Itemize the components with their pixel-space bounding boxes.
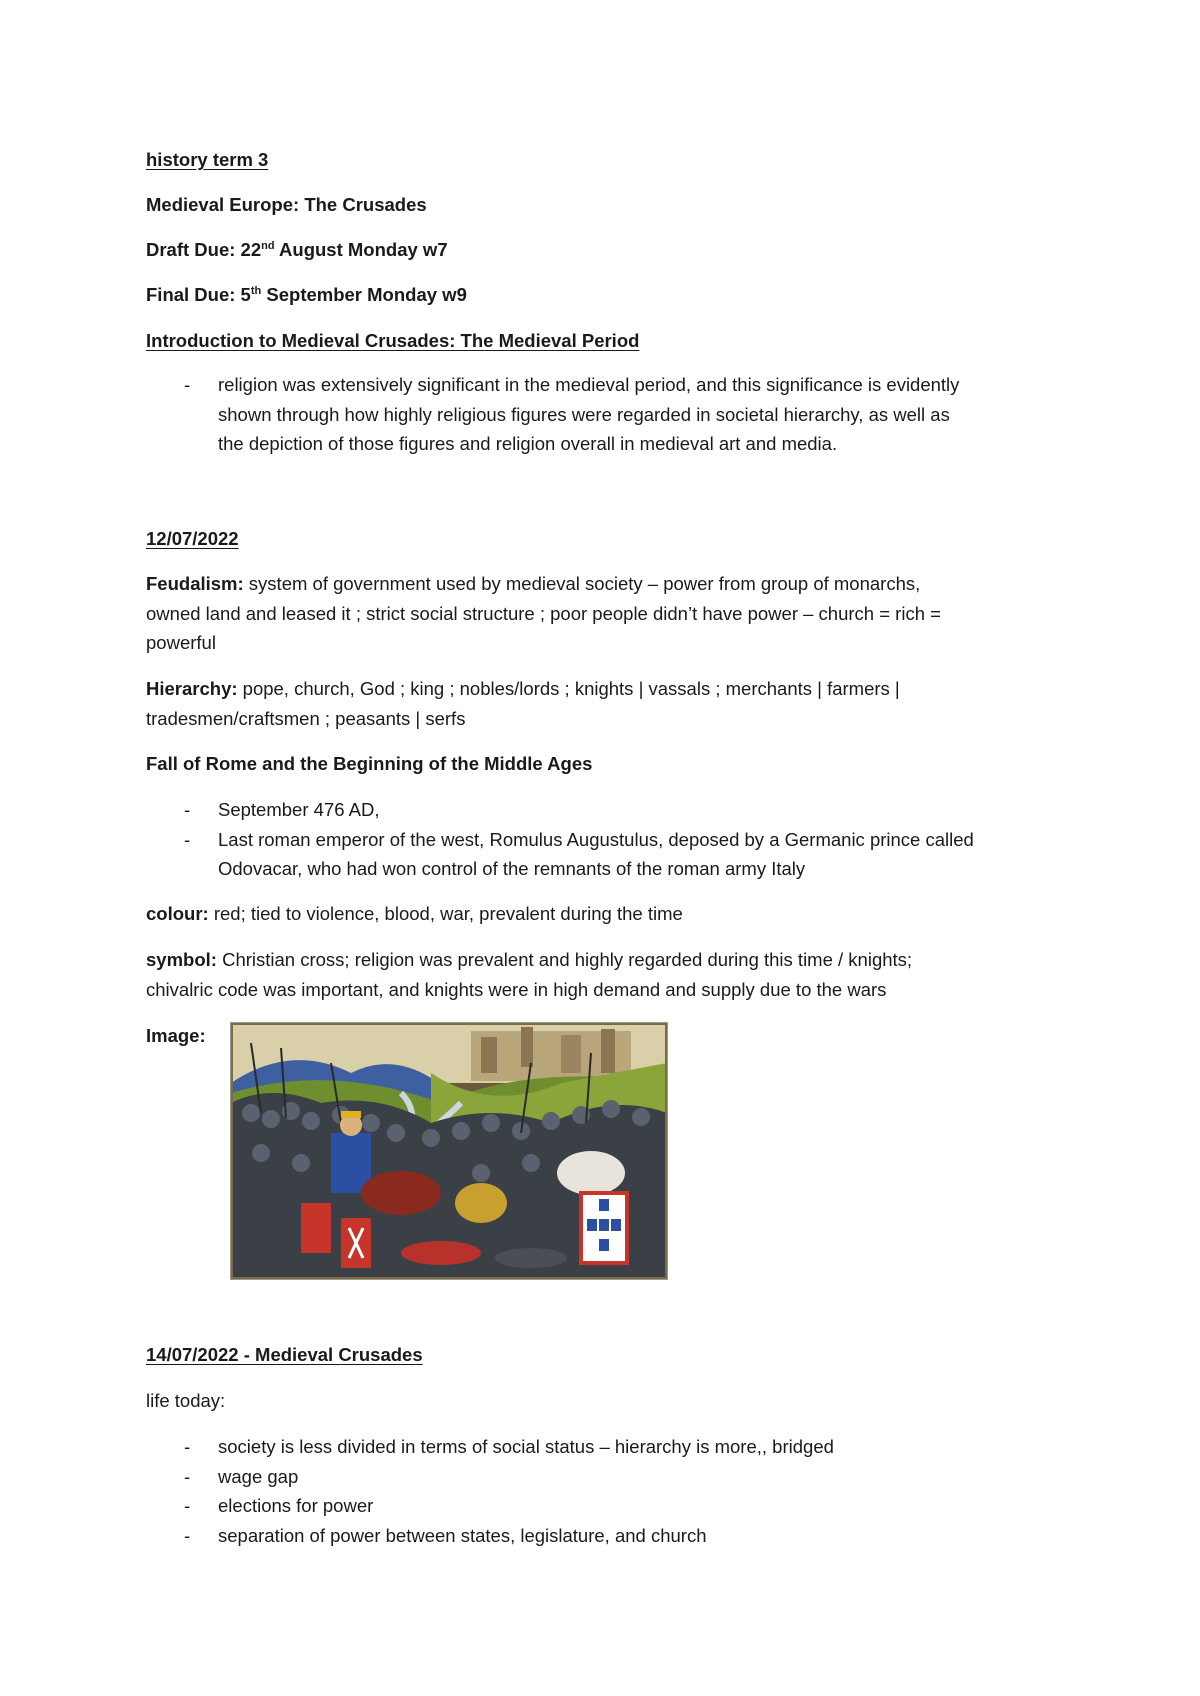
symbol-label: symbol: bbox=[146, 949, 217, 970]
bullet-dash: - bbox=[184, 799, 191, 820]
bullet-dash: - bbox=[184, 374, 191, 395]
bullet-dash: - bbox=[184, 1466, 191, 1487]
fall-line-1: September 476 AD, bbox=[218, 799, 380, 820]
life-line-1: society is less divided in terms of social status – hierarchy is more,, bridged bbox=[218, 1436, 834, 1457]
bullet-dash: - bbox=[184, 1436, 191, 1457]
document-title: history term 3 bbox=[146, 149, 269, 170]
battle-illustration bbox=[231, 1023, 667, 1279]
intro-line-3: the depiction of those figures and religion overall in medieval art and media. bbox=[218, 433, 838, 454]
life-line-3: elections for power bbox=[218, 1495, 374, 1516]
date-heading-2: 14/07/2022 - Medieval Crusades bbox=[146, 1344, 423, 1365]
bullet-dash: - bbox=[184, 1525, 191, 1546]
intro-heading: Introduction to Medieval Crusades: The Medieval Period bbox=[146, 330, 640, 351]
fall-line-2: Last roman emperor of the west, Romulus Augustulus, deposed by a Germanic prince called bbox=[218, 829, 974, 850]
life-line-4: separation of power between states, legislature, and church bbox=[218, 1525, 707, 1546]
document-subtitle: Medieval Europe: The Crusades bbox=[146, 194, 427, 215]
hierarchy-label: Hierarchy: bbox=[146, 678, 238, 699]
intro-line-1: religion was extensively significant in the medieval period, and this significance is evidently bbox=[218, 374, 960, 395]
intro-line-2: shown through how highly religious figures were regarded in societal hierarchy, as well as bbox=[218, 404, 950, 425]
medieval-battle-image bbox=[230, 1022, 668, 1280]
fall-of-rome-heading: Fall of Rome and the Beginning of the Middle Ages bbox=[146, 753, 593, 774]
colour-paragraph: colour: red; tied to violence, blood, war, prevalent during the time bbox=[146, 903, 683, 924]
bullet-dash: - bbox=[184, 1495, 191, 1516]
date-heading-1: 12/07/2022 bbox=[146, 528, 239, 549]
image-label: Image: bbox=[146, 1025, 206, 1046]
draft-due: Draft Due: 22nd August Monday w7 bbox=[146, 239, 448, 260]
fall-line-3: Odovacar, who had won control of the remnants of the roman army Italy bbox=[218, 858, 806, 879]
final-due: Final Due: 5th September Monday w9 bbox=[146, 284, 467, 305]
life-today-label: life today: bbox=[146, 1390, 226, 1411]
life-line-2: wage gap bbox=[218, 1466, 299, 1487]
bullet-dash: - bbox=[184, 829, 191, 850]
feudalism-label: Feudalism: bbox=[146, 573, 244, 594]
